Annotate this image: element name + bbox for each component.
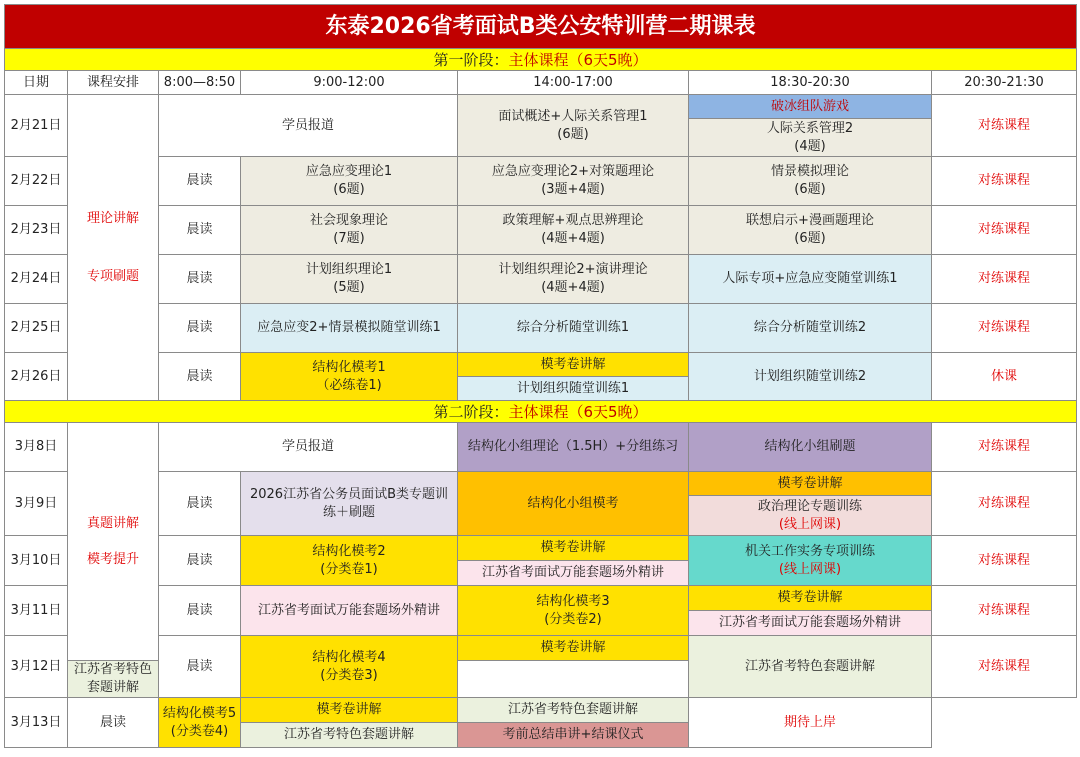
table-row	[5, 423, 1077, 472]
practice-cell: 对练课程	[932, 472, 1077, 536]
date-cell: 2月24日	[5, 255, 68, 304]
table-row	[5, 536, 1077, 561]
course-cell: 江苏省考面试万能套题场外精讲	[458, 561, 689, 586]
course-cell: 政治理论专题训练 (线上网课)	[689, 496, 932, 536]
course-cell: 面试概述+人际关系管理1 (6题)	[458, 95, 689, 157]
course-cell: 结构化模考1 （必练卷1)	[241, 353, 458, 401]
schedule-table	[4, 4, 1077, 748]
course-cell: 结构化小组模考	[458, 472, 689, 536]
table-row	[5, 586, 1077, 611]
table-row	[5, 157, 1077, 206]
col-header-arrangement: 课程安排	[68, 71, 159, 95]
course-cell: 计划组织随堂训练1	[458, 377, 689, 401]
course-cell: 计划组织理论2+演讲理论 (4题+4题)	[458, 255, 689, 304]
course-cell: 结构化模考4 (分类卷3)	[241, 636, 458, 698]
course-cell: 江苏省考特色套题讲解	[458, 698, 689, 723]
table-row	[5, 353, 1077, 377]
col-header-evening: 18:30-20:30	[689, 71, 932, 95]
stage-highlight: 主体课程（6天5晚）	[508, 50, 648, 69]
course-cell: 社会现象理论 (7题)	[241, 206, 458, 255]
morning-cell: 晨读	[159, 586, 241, 636]
course-cell: 人际专项+应急应变随堂训练1	[689, 255, 932, 304]
course-cell: 结构化小组理论（1.5H）+分组练习	[458, 423, 689, 472]
table-row	[5, 472, 1077, 496]
practice-cell: 对练课程	[932, 304, 1077, 353]
col-header-morning: 8:00—8:50	[159, 71, 241, 95]
stage-label: 第一阶段：	[433, 50, 509, 69]
course-cell: 模考卷讲解	[458, 536, 689, 561]
course-cell: 江苏省考特色套题讲解	[689, 636, 932, 698]
date-cell: 2月23日	[5, 206, 68, 255]
practice-cell: 对练课程	[932, 255, 1077, 304]
course-cell: 模考卷讲解	[689, 472, 932, 496]
date-cell: 3月10日	[5, 536, 68, 586]
course-cell: 考前总结串讲+结课仪式	[458, 723, 689, 748]
arrangement-label: 理论讲解	[86, 210, 139, 226]
arrangement-label: 真题讲解	[86, 515, 139, 531]
morning-cell: 晨读	[159, 353, 241, 401]
course-cell: 学员报道	[159, 95, 458, 157]
closing-cell: 期待上岸	[689, 698, 932, 748]
course-cell: 综合分析随堂训练2	[689, 304, 932, 353]
table-row	[5, 255, 1077, 304]
table-row	[5, 95, 1077, 119]
morning-cell: 晨读	[159, 206, 241, 255]
arrangement-cell	[68, 423, 159, 661]
practice-cell: 对练课程	[932, 157, 1077, 206]
course-cell: 应急应变理论1 (6题)	[241, 157, 458, 206]
table-row	[5, 304, 1077, 353]
course-cell: 政策理解+观点思辨理论 (4题+4题)	[458, 206, 689, 255]
morning-cell: 晨读	[159, 157, 241, 206]
course-cell: 人际关系管理2 (4题)	[689, 119, 932, 157]
date-cell: 3月12日	[5, 636, 68, 698]
course-cell: 模考卷讲解	[689, 586, 932, 611]
course-cell: 情景模拟理论 (6题)	[689, 157, 932, 206]
course-cell: 江苏省考面试万能套题场外精讲	[241, 586, 458, 636]
date-cell: 3月9日	[5, 472, 68, 536]
arrangement-label: 专项刷题	[86, 268, 139, 284]
table-row	[5, 206, 1077, 255]
course-cell: 模考卷讲解	[241, 698, 458, 723]
col-header-night: 20:30-21:30	[932, 71, 1077, 95]
course-cell: 计划组织随堂训练2	[689, 353, 932, 401]
table-row	[5, 636, 1077, 661]
course-cell: 应急应变2+情景模拟随堂训练1	[241, 304, 458, 353]
date-cell: 2月21日	[5, 95, 68, 157]
date-cell: 2月22日	[5, 157, 68, 206]
course-cell: 江苏省考面试万能套题场外精讲	[689, 611, 932, 636]
course-cell: 结构化模考5 (分类卷4)	[159, 698, 241, 748]
morning-cell: 晨读	[159, 304, 241, 353]
course-cell: 学员报道	[159, 423, 458, 472]
practice-cell: 对练课程	[932, 586, 1077, 636]
course-cell: 模考卷讲解	[458, 636, 689, 661]
course-cell: 计划组织理论1 (5题)	[241, 255, 458, 304]
course-cell: 综合分析随堂训练1	[458, 304, 689, 353]
stage-highlight: 主体课程（6天5晚）	[508, 402, 648, 421]
course-cell: 破冰组队游戏	[689, 95, 932, 119]
header-row	[5, 71, 1077, 95]
morning-cell: 晨读	[159, 536, 241, 586]
date-cell: 2月25日	[5, 304, 68, 353]
col-header-am: 9:00-12:00	[241, 71, 458, 95]
practice-cell: 对练课程	[932, 95, 1077, 157]
morning-cell: 晨读	[159, 255, 241, 304]
course-cell: 联想启示+漫画题理论 (6题)	[689, 206, 932, 255]
date-cell: 3月8日	[5, 423, 68, 472]
course-cell: 江苏省考特色套题讲解	[68, 661, 159, 698]
course-cell: 江苏省考特色套题讲解	[241, 723, 458, 748]
practice-cell: 对练课程	[932, 636, 1077, 698]
course-cell: 2026江苏省公务员面试B类专题训 练＋刷题	[241, 472, 458, 536]
course-cell: 结构化模考2 (分类卷1)	[241, 536, 458, 586]
arrangement-cell	[68, 95, 159, 401]
date-cell: 2月26日	[5, 353, 68, 401]
arrangement-label: 模考提升	[86, 551, 139, 567]
stage-label: 第二阶段：	[433, 402, 509, 421]
practice-cell: 对练课程	[932, 423, 1077, 472]
course-cell: 应急应变理论2+对策题理论 (3题+4题)	[458, 157, 689, 206]
stage-two-banner	[5, 401, 1077, 423]
stage-one-banner	[5, 49, 1077, 71]
practice-cell: 对练课程	[932, 536, 1077, 586]
page-title: 东泰2026省考面试B类公安特训营二期课表	[5, 5, 1077, 49]
morning-cell: 晨读	[68, 698, 159, 748]
col-header-pm: 14:00-17:00	[458, 71, 689, 95]
morning-cell: 晨读	[159, 636, 241, 698]
course-cell: 结构化模考3 (分类卷2)	[458, 586, 689, 636]
date-cell: 3月13日	[5, 698, 68, 748]
practice-cell: 对练课程	[932, 206, 1077, 255]
course-cell: 模考卷讲解	[458, 353, 689, 377]
table-row	[5, 698, 1077, 723]
course-cell: 机关工作实务专项训练 (线上网课)	[689, 536, 932, 586]
rest-cell: 休课	[932, 353, 1077, 401]
date-cell: 3月11日	[5, 586, 68, 636]
morning-cell: 晨读	[159, 472, 241, 536]
col-header-date: 日期	[5, 71, 68, 95]
course-cell: 结构化小组刷题	[689, 423, 932, 472]
